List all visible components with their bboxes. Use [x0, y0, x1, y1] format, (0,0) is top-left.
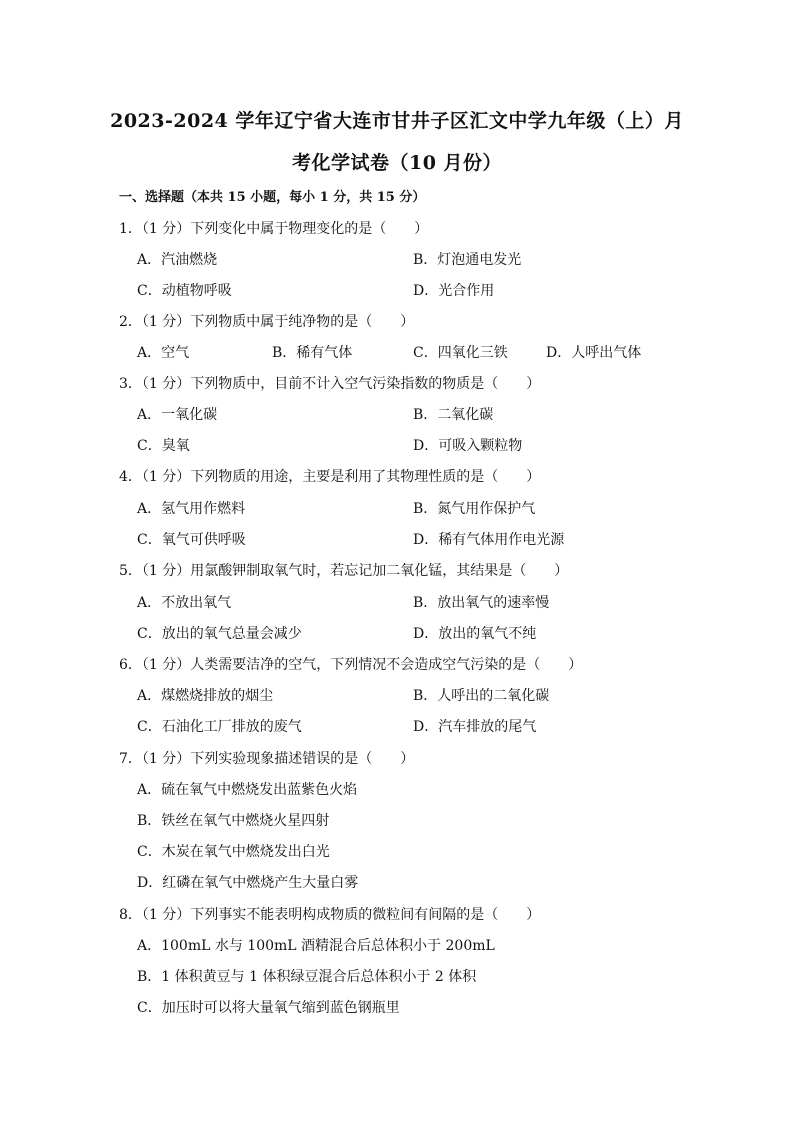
- question-3-option-c: C．臭氧: [137, 438, 190, 454]
- question-7-stem: 7．（1 分）下列实验现象描述错误的是（ ）: [119, 751, 415, 767]
- question-2-option-b: B．稀有气体: [272, 345, 353, 361]
- question-1-stem: 1．（1 分）下列变化中属于物理变化的是（ ）: [119, 221, 429, 237]
- question-4-option-c: C．氧气可供呼吸: [137, 532, 246, 548]
- question-8-option-a: A．100mL 水与 100mL 酒精混合后总体积小于 200mL: [137, 938, 495, 954]
- question-4-option-d: D．稀有气体用作电光源: [413, 532, 565, 548]
- title-line-2: 考化学试卷（10 月份）: [291, 152, 503, 174]
- question-6-option-a: A．煤燃烧排放的烟尘: [137, 688, 274, 704]
- question-5-option-b: B．放出氧气的速率慢: [413, 595, 550, 611]
- question-7-option-d: D．红磷在氧气中燃烧产生大量白雾: [137, 875, 359, 891]
- question-2-stem: 2．（1 分）下列物质中属于纯净物的是（ ）: [119, 314, 415, 330]
- question-2-option-a: A．空气: [137, 345, 190, 361]
- question-3-stem: 3．（1 分）下列物质中，目前不计入空气污染指数的物质是（ ）: [119, 376, 541, 392]
- question-4-stem: 4．（1 分）下列物质的用途，主要是利用了其物理性质的是（ ）: [119, 469, 541, 485]
- question-3-option-b: B．二氧化碳: [413, 407, 494, 423]
- question-7-option-c: C．木炭在氧气中燃烧发出白光: [137, 844, 330, 860]
- question-5-option-a: A．不放出氧气: [137, 595, 232, 611]
- question-2-option-c: C．四氧化三铁: [413, 345, 508, 361]
- question-8-option-c: C．加压时可以将大量氧气缩到蓝色钢瓶里: [137, 1000, 400, 1016]
- question-6-stem: 6．（1 分）人类需要洁净的空气，下列情况不会造成空气污染的是（ ）: [119, 657, 583, 673]
- question-6-option-c: C．石油化工厂排放的废气: [137, 719, 302, 735]
- question-5-option-d: D．放出的氧气不纯: [413, 626, 537, 642]
- question-6-option-b: B．人呼出的二氧化碳: [413, 688, 550, 704]
- title-line-1: 2023-2024 学年辽宁省大连市甘井子区汇文中学九年级（上）月: [110, 110, 684, 132]
- question-8-stem: 8．（1 分）下列事实不能表明构成物质的微粒间有间隔的是（ ）: [119, 907, 541, 923]
- question-1-option-a: A．汽油燃烧: [137, 252, 218, 268]
- question-4-option-b: B．氮气用作保护气: [413, 501, 536, 517]
- question-8-option-b: B．1 体积黄豆与 1 体积绿豆混合后总体积小于 2 体积: [137, 969, 477, 985]
- question-3-option-d: D．可吸入颗粒物: [413, 438, 523, 454]
- question-2-option-d: D．人呼出气体: [546, 345, 642, 361]
- question-1-option-c: C．动植物呼吸: [137, 283, 232, 299]
- question-1-option-b: B．灯泡通电发光: [413, 252, 522, 268]
- question-7-option-b: B．铁丝在氧气中燃烧火星四射: [137, 813, 330, 829]
- question-7-option-a: A．硫在氧气中燃烧发出蓝紫色火焰: [137, 782, 358, 798]
- question-5-option-c: C．放出的氧气总量会减少: [137, 626, 302, 642]
- question-1-option-d: D．光合作用: [413, 283, 495, 299]
- question-4-option-a: A．氢气用作燃料: [137, 501, 246, 517]
- question-6-option-d: D．汽车排放的尾气: [413, 719, 537, 735]
- question-3-option-a: A．一氧化碳: [137, 407, 218, 423]
- section-heading: 一、选择题（本共 15 小题，每小 1 分，共 15 分）: [119, 190, 426, 205]
- question-5-stem: 5．（1 分）用氯酸钾制取氧气时，若忘记加二氧化锰，其结果是（ ）: [119, 563, 569, 579]
